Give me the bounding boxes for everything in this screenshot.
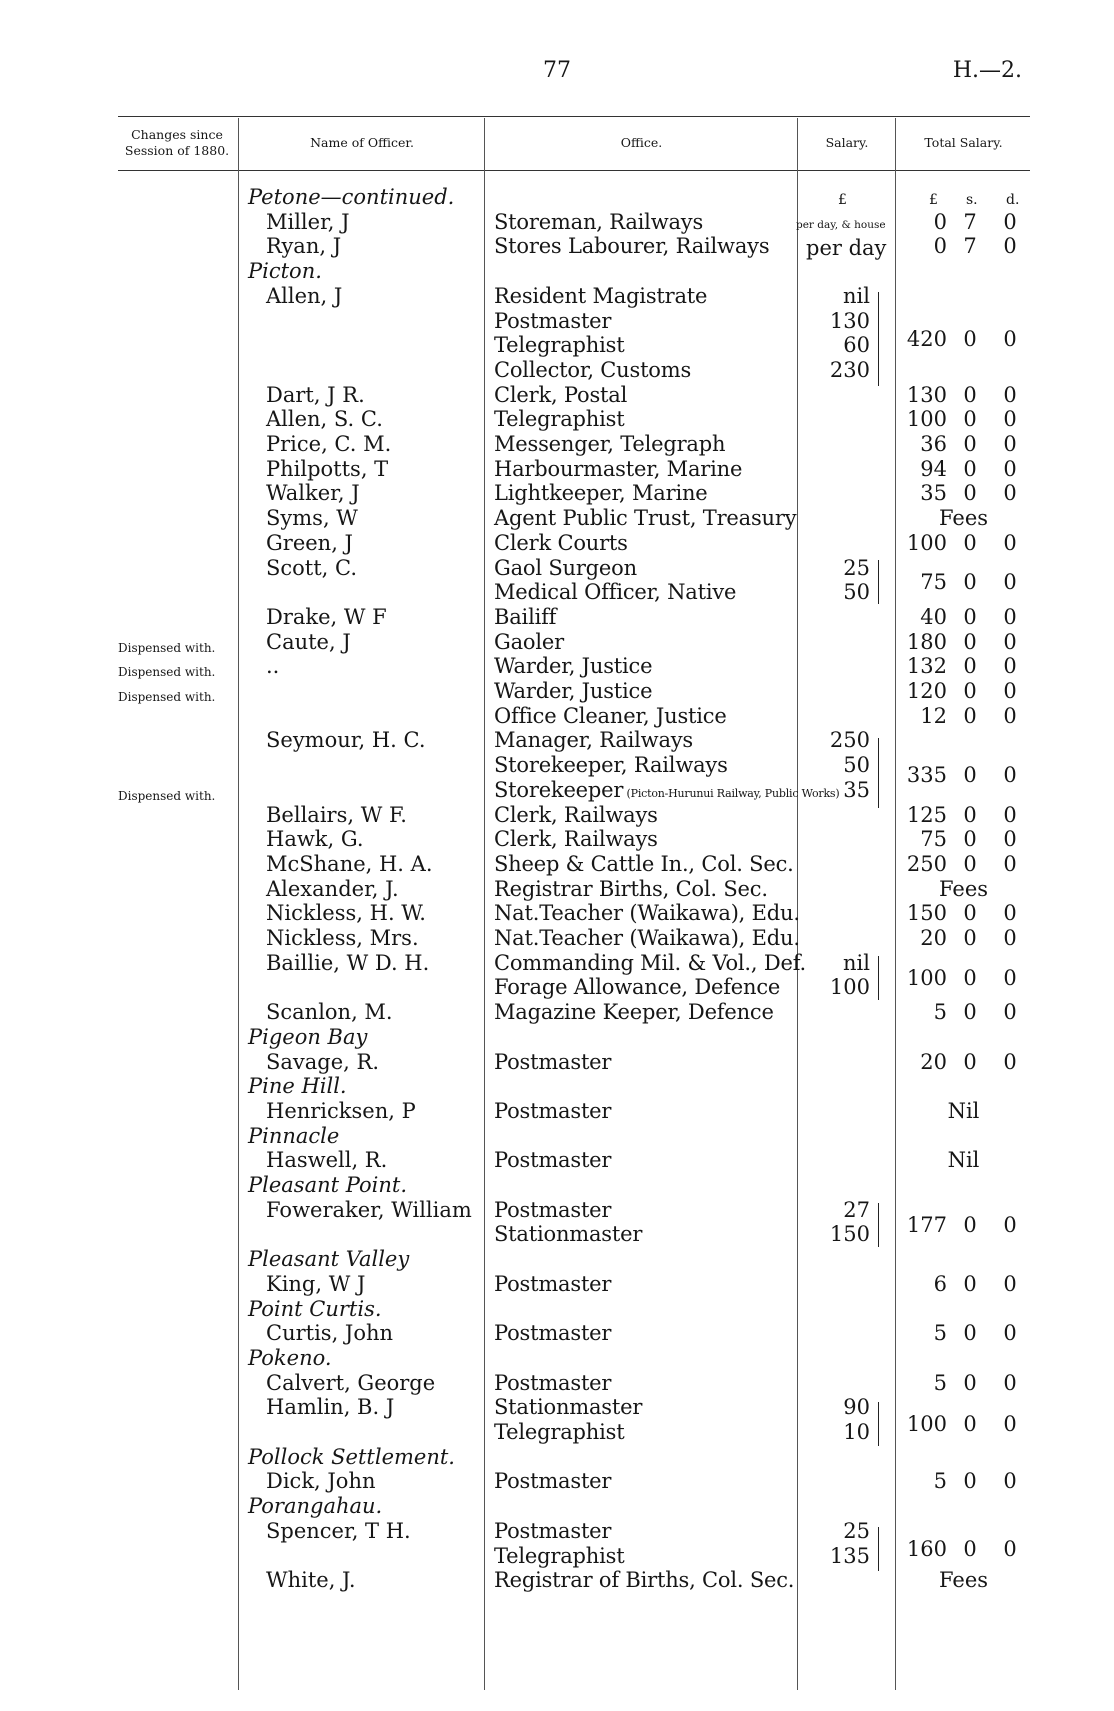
total-shillings: 0 [963, 570, 977, 594]
total-pounds: 75 [920, 827, 947, 852]
total-shillings: 0 [963, 1000, 977, 1025]
total-pence: 0 [1003, 530, 1017, 555]
office-title: Postmaster [494, 1271, 612, 1296]
office-title: Postmaster [494, 1098, 612, 1123]
salary-unit: £ [838, 192, 847, 208]
office-note: (Picton-Hurunui Railway, Public Works) [623, 786, 840, 800]
total-pence: 0 [1003, 1469, 1017, 1494]
total-pounds: 177 [906, 1213, 947, 1237]
total-pence: 0 [1003, 1271, 1017, 1296]
total-pounds: 120 [906, 679, 947, 703]
salary-value: 230 [829, 357, 870, 382]
total-pounds: 5 [933, 1469, 947, 1494]
office-title: Stationmaster [494, 1222, 643, 1247]
total-shillings: 0 [963, 679, 977, 703]
total-pounds: 6 [933, 1271, 947, 1296]
total-unit-pounds: £ [929, 192, 938, 208]
office-title: Clerk Courts [494, 530, 628, 555]
total-pounds: 20 [920, 926, 947, 950]
officer-name: Drake, W F [266, 604, 387, 629]
total-shillings: 0 [963, 1049, 977, 1074]
total-pence: 0 [1003, 1321, 1017, 1346]
office-title: Postmaster [494, 1197, 612, 1222]
total-unit-shillings: s. [966, 192, 978, 208]
office-title: Registrar Births, Col. Sec. [494, 876, 768, 901]
salary-value: 130 [829, 308, 870, 333]
total-pence: 0 [1003, 1213, 1017, 1237]
total-pounds: 5 [933, 1321, 947, 1346]
officer-name: Seymour, H. C. [266, 728, 426, 753]
office-title: Postmaster [494, 1049, 612, 1074]
total-shillings: 0 [963, 604, 977, 629]
location-heading: Pigeon Bay [248, 1024, 368, 1049]
office-title: Commanding Mil. & Vol., Def. [494, 950, 807, 975]
officer-name: King, W J [266, 1271, 366, 1296]
officer-name: .. [266, 654, 280, 679]
office-title: Forage Allowance, Defence [494, 975, 781, 1000]
location-heading: Pleasant Point. [248, 1173, 408, 1197]
salary-value: 25 [843, 555, 870, 580]
location-heading: Pleasant Valley [248, 1247, 410, 1272]
header-office: Office. [620, 135, 663, 150]
officer-name: Dart, J R. [266, 382, 365, 407]
office-title: Warder, Justice [494, 679, 653, 703]
office-title: Nat.Teacher (Waikawa), Edu. [494, 901, 800, 926]
salary-value: 50 [843, 580, 870, 605]
total-pounds: 160 [906, 1537, 947, 1561]
total-pence: 0 [1003, 679, 1017, 703]
officer-name: Price, C. M. [266, 432, 392, 456]
office-title: Sheep & Cattle In., Col. Sec. [494, 851, 794, 876]
change-note: Dispensed with. [118, 690, 216, 704]
table-top-rule [118, 116, 1030, 117]
total-pounds: 0 [933, 234, 947, 259]
total-value: Nil [947, 1098, 980, 1123]
total-pence: 0 [1003, 1412, 1017, 1436]
total-shillings: 0 [963, 851, 977, 876]
officer-name: Bellairs, W F. [266, 802, 407, 827]
salary-value: nil [843, 950, 870, 975]
office-title: Registrar of Births, Col. Sec. [494, 1568, 795, 1593]
total-pence: 0 [1003, 327, 1017, 351]
office-title: Postmaster [494, 1469, 612, 1494]
per-day-house-note: per day, & house [796, 219, 886, 231]
total-pence: 0 [1003, 966, 1017, 990]
total-pounds: 12 [920, 703, 947, 728]
total-pounds: 0 [933, 209, 947, 234]
total-pounds: 420 [906, 327, 947, 351]
total-value: Fees [938, 1568, 989, 1593]
office-title: Clerk, Railways [494, 802, 658, 827]
header-bottom-rule [118, 170, 1030, 171]
total-pounds: 100 [906, 407, 947, 432]
office-title: Telegraphist [494, 1420, 625, 1444]
total-shillings: 0 [963, 926, 977, 950]
header-total: Total Salary. [924, 135, 1003, 150]
total-pounds: 180 [906, 629, 947, 654]
office-title: Postmaster [494, 1148, 612, 1173]
officer-name: Allen, S. C. [266, 407, 383, 432]
brace-group-baillie [878, 956, 879, 1000]
salary-value: 60 [843, 333, 870, 358]
total-shillings: 0 [963, 966, 977, 990]
total-shillings: 0 [963, 456, 977, 481]
total-pence: 0 [1003, 654, 1017, 679]
change-note: Dispensed with. [118, 788, 216, 803]
total-shillings: 0 [963, 901, 977, 926]
total-pence: 0 [1003, 604, 1017, 629]
total-shillings: 0 [963, 703, 977, 728]
officer-name: Caute, J [266, 629, 351, 654]
brace-group-seymour [878, 738, 879, 808]
officer-name: Green, J [266, 530, 353, 555]
total-shillings: 0 [963, 407, 977, 432]
office-title: Nat.Teacher (Waikawa), Edu. [494, 926, 800, 950]
total-pence: 0 [1003, 432, 1017, 456]
salary-value: 250 [829, 728, 870, 753]
salary-value: nil [843, 283, 870, 308]
total-pounds: 132 [906, 654, 947, 679]
total-pence: 0 [1003, 703, 1017, 728]
total-pounds: 125 [906, 802, 947, 827]
total-shillings: 7 [963, 234, 977, 259]
office-title: Telegraphist [494, 1543, 625, 1568]
office-title: Clerk, Railways [494, 827, 658, 852]
total-shillings: 0 [963, 481, 977, 506]
office-title: Storeman, Railways [494, 209, 704, 234]
total-pounds: 36 [920, 432, 947, 456]
officer-name: Foweraker, William [266, 1197, 472, 1222]
total-value: Fees [938, 506, 989, 531]
salary-value: 150 [829, 1222, 870, 1247]
total-pounds: 130 [906, 382, 947, 407]
location-heading: Porangahau. [248, 1494, 383, 1519]
officer-name: Baillie, W D. H. [266, 950, 430, 975]
office-title: Office Cleaner, Justice [494, 703, 727, 728]
officer-name: Scanlon, M. [266, 1000, 393, 1025]
officer-name: Dick, John [266, 1469, 376, 1494]
office-title: Clerk, Postal [494, 382, 628, 407]
office-title: Storekeeper (Picton-Hurunui Railway, Public Works) [494, 777, 840, 802]
total-shillings: 0 [963, 1213, 977, 1237]
total-pence: 0 [1003, 382, 1017, 407]
brace-group-spencer [878, 1527, 879, 1571]
total-value: Nil [947, 1148, 980, 1173]
total-pence: 0 [1003, 570, 1017, 594]
col-divider [484, 118, 485, 1690]
office-title: Agent Public Trust, Treasury [494, 506, 797, 531]
total-shillings: 0 [963, 763, 977, 787]
total-pounds: 335 [906, 763, 947, 787]
location-heading: Picton. [248, 259, 322, 284]
office-title: Telegraphist [494, 407, 625, 432]
office-title: Telegraphist [494, 333, 625, 358]
location-heading: Pollock Settlement. [248, 1444, 455, 1469]
officer-name: Philpotts, T [266, 456, 389, 481]
total-pence: 0 [1003, 1370, 1017, 1395]
office-title: Collector, Customs [494, 357, 692, 382]
total-pence: 0 [1003, 901, 1017, 926]
total-pence: 0 [1003, 926, 1017, 950]
location-heading: Point Curtis. [248, 1296, 382, 1321]
location-heading: Pokeno. [248, 1345, 332, 1370]
location-heading: Petone—continued. [248, 185, 455, 209]
office-title: Postmaster [494, 1321, 612, 1346]
total-pounds: 75 [920, 570, 947, 594]
salary-value: 25 [843, 1518, 870, 1543]
total-pence: 0 [1003, 481, 1017, 506]
total-shillings: 0 [963, 1321, 977, 1346]
total-pounds: 5 [933, 1370, 947, 1395]
total-pounds: 20 [920, 1049, 947, 1074]
total-pence: 0 [1003, 456, 1017, 481]
total-pounds: 100 [906, 966, 947, 990]
office-title: Stationmaster [494, 1395, 643, 1420]
total-pence: 0 [1003, 827, 1017, 852]
header-salary: Salary. [825, 135, 869, 150]
total-pence: 0 [1003, 1000, 1017, 1025]
office-title: Gaoler [494, 629, 564, 654]
officer-name: Hamlin, B. J [266, 1395, 395, 1420]
total-pence: 0 [1003, 209, 1017, 234]
total-shillings: 0 [963, 382, 977, 407]
officer-name: Walker, J [266, 481, 360, 506]
brace-group-foweraker [878, 1203, 879, 1247]
officer-name: Nickless, Mrs. [266, 926, 419, 950]
total-shillings: 0 [963, 1469, 977, 1494]
office-title: Magazine Keeper, Defence [494, 1000, 774, 1025]
total-pounds: 100 [906, 1412, 947, 1436]
officer-name: Allen, J [266, 283, 343, 308]
total-shillings: 0 [963, 1412, 977, 1436]
office-title: Manager, Railways [494, 728, 694, 753]
officer-name: Hawk, G. [266, 827, 364, 852]
salary-value: 50 [843, 753, 870, 778]
officer-name: Henricksen, P [266, 1098, 416, 1123]
total-unit-pence: d. [1006, 192, 1020, 208]
brace-group-hamlin [878, 1402, 879, 1446]
change-note: Dispensed with. [118, 640, 216, 655]
officer-name: Ryan, J [266, 234, 342, 259]
total-pounds: 5 [933, 1000, 947, 1025]
office-title: Gaol Surgeon [494, 555, 637, 580]
location-heading: Pine Hill. [248, 1074, 347, 1099]
total-shillings: 0 [963, 530, 977, 555]
total-shillings: 0 [963, 827, 977, 852]
officer-name: Curtis, John [266, 1321, 394, 1346]
salary-value: 100 [829, 975, 870, 1000]
total-value: Fees [938, 876, 989, 901]
office-title: Bailiff [494, 604, 557, 629]
office-title: Harbourmaster, Marine [494, 456, 743, 481]
total-pounds: 94 [920, 456, 947, 481]
salary-value: 90 [843, 1395, 870, 1420]
office-title: Warder, Justice [494, 654, 653, 679]
total-shillings: 0 [963, 629, 977, 654]
salary-value: 10 [843, 1420, 870, 1444]
total-pence: 0 [1003, 763, 1017, 787]
officer-name: Spencer, T H. [266, 1518, 411, 1543]
officer-name: Syms, W [266, 506, 358, 531]
total-pence: 0 [1003, 851, 1017, 876]
header-name: Name of Officer. [310, 135, 414, 150]
office-title: Postmaster [494, 1370, 612, 1395]
salary-value: 27 [843, 1197, 870, 1222]
officer-name: Calvert, George [266, 1370, 436, 1395]
officer-name: McShane, H. A. [266, 851, 433, 876]
total-shillings: 0 [963, 1370, 977, 1395]
per-day-note: per day [806, 236, 887, 260]
total-shillings: 7 [963, 209, 977, 234]
officer-name: Scott, C. [266, 555, 358, 580]
total-shillings: 0 [963, 327, 977, 351]
total-pence: 0 [1003, 802, 1017, 827]
total-pence: 0 [1003, 1537, 1017, 1561]
officer-name: Nickless, H. W. [266, 901, 426, 926]
page-code: H.—2. [952, 58, 1022, 83]
location-heading: Pinnacle [248, 1123, 340, 1148]
total-pence: 0 [1003, 629, 1017, 654]
officer-name: Savage, R. [266, 1049, 379, 1074]
total-pounds: 250 [906, 851, 947, 876]
col-divider [895, 118, 896, 1690]
office-title: Messenger, Telegraph [494, 432, 726, 456]
total-pence: 0 [1003, 407, 1017, 432]
office-title: Stores Labourer, Railways [494, 234, 770, 259]
total-shillings: 0 [963, 1271, 977, 1296]
total-pounds: 100 [906, 530, 947, 555]
officer-name: Miller, J [266, 209, 350, 234]
office-title: Medical Officer, Native [494, 580, 737, 605]
office-title: Postmaster [494, 308, 612, 333]
total-shillings: 0 [963, 654, 977, 679]
officer-name: Alexander, J. [266, 876, 399, 901]
page-number: 77 [543, 58, 571, 83]
office-title: Storekeeper, Railways [494, 753, 728, 778]
officer-name: White, J. [266, 1568, 356, 1593]
total-shillings: 0 [963, 802, 977, 827]
salary-value: 135 [829, 1543, 870, 1568]
total-pounds: 35 [920, 481, 947, 506]
office-title: Resident Magistrate [494, 283, 708, 308]
col-divider [238, 118, 239, 1690]
total-shillings: 0 [963, 1537, 977, 1561]
office-title: Postmaster [494, 1518, 612, 1543]
brace-group-allen [878, 292, 879, 386]
brace-group-scott [878, 560, 879, 604]
salary-value: 35 [843, 777, 870, 802]
total-pounds: 150 [906, 901, 947, 926]
total-pence: 0 [1003, 1049, 1017, 1074]
header-changes: Changes since Session of 1880. [124, 127, 230, 158]
total-pence: 0 [1003, 234, 1017, 259]
office-title: Lightkeeper, Marine [494, 481, 708, 506]
total-shillings: 0 [963, 432, 977, 456]
change-note: Dispensed with. [118, 665, 216, 680]
total-pounds: 40 [920, 604, 947, 629]
officer-name: Haswell, R. [266, 1148, 388, 1173]
